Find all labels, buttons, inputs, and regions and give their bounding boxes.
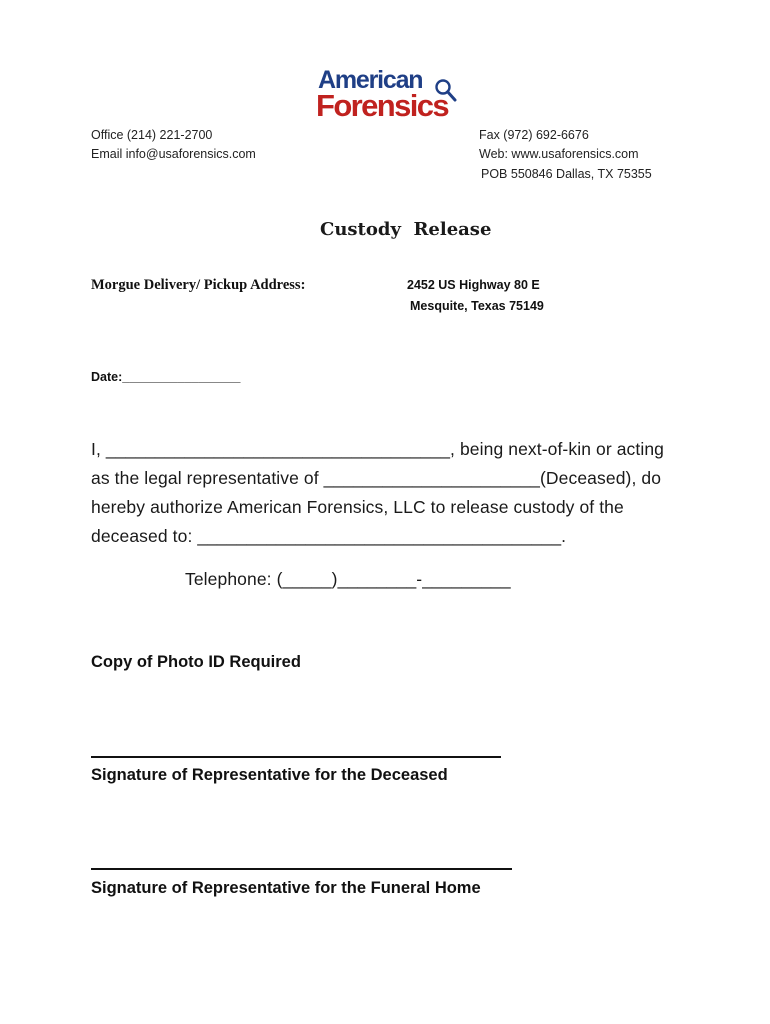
office-phone: Office (214) 221-2700 bbox=[91, 128, 213, 142]
morgue-address-line2: Mesquite, Texas 75149 bbox=[410, 299, 544, 313]
morgue-address-label: Morgue Delivery/ Pickup Address: bbox=[91, 277, 306, 293]
telephone-field: Telephone: (_____)________-_________ bbox=[185, 569, 511, 589]
signature-label-deceased: Signature of Representative for the Deceased bbox=[91, 766, 448, 784]
website: Web: www.usaforensics.com bbox=[479, 147, 639, 161]
logo-text-american: American bbox=[318, 66, 423, 94]
body-line-3: hereby authorize American Forensics, LLC to release custody of the bbox=[91, 497, 624, 517]
body-line-2: as the legal representative of ______________________(Deceased), do bbox=[91, 468, 662, 488]
signature-line-deceased bbox=[91, 756, 501, 758]
document-title: Custody Release bbox=[320, 219, 492, 240]
photo-id-notice: Copy of Photo ID Required bbox=[91, 653, 301, 671]
logo-text-forensics: Forensics bbox=[316, 88, 449, 123]
body-line-1: I, ___________________________________, being next-of-kin or acting bbox=[91, 439, 665, 459]
date-field: Date:_________________ bbox=[91, 370, 241, 384]
magnifying-glass-icon bbox=[434, 78, 458, 104]
po-box-address: POB 550846 Dallas, TX 75355 bbox=[481, 167, 652, 181]
company-logo bbox=[316, 66, 462, 126]
signature-line-funeral-home bbox=[91, 868, 512, 870]
body-line-4: deceased to: _____________________________________. bbox=[91, 526, 567, 546]
signature-label-funeral-home: Signature of Representative for the Funeral Home bbox=[91, 879, 481, 897]
fax-number: Fax (972) 692-6676 bbox=[479, 128, 589, 142]
morgue-address-line1: 2452 US Highway 80 E bbox=[407, 278, 540, 292]
email-address: Email info@usaforensics.com bbox=[91, 147, 256, 161]
